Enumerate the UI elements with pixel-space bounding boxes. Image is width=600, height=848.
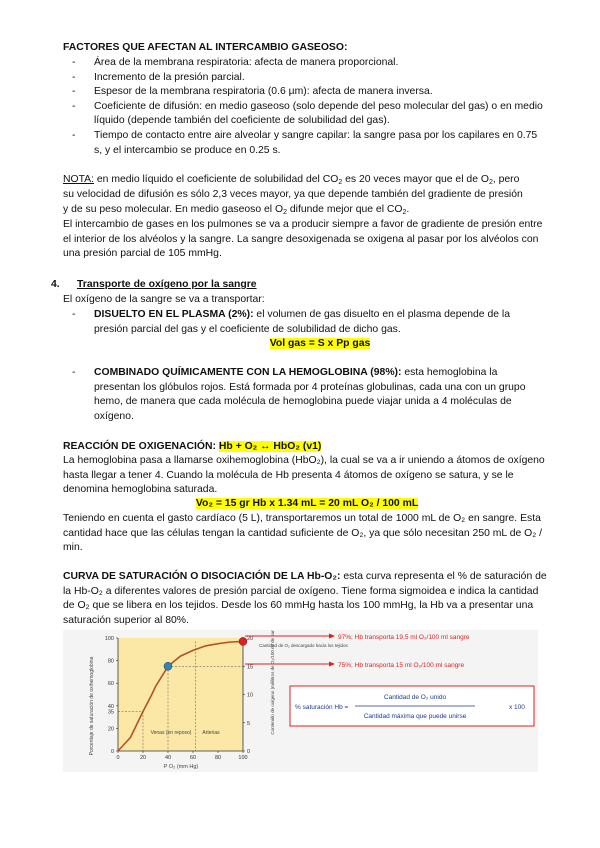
reaccion-paragraph-2: Teniendo en cuenta el gasto cardíaco (5 L), transportaremos un total de 1000 mL de O₂ en sangre. Esta cantidad hace que las células tengan la cantidad suficiente de O₂, ya que sólo necesitan 250 mL de O₂ / min. bbox=[63, 513, 543, 554]
y-right-tick-label: 15 bbox=[247, 664, 254, 671]
callout-75: 75%; Hb transporta 15 ml O₂/100 ml sangre bbox=[338, 662, 465, 669]
transporte-list-1 bbox=[94, 308, 546, 337]
curva-paragraph bbox=[63, 570, 551, 628]
list-item bbox=[94, 308, 546, 337]
y-extra-label-35: 35 bbox=[107, 709, 114, 716]
formula-vol-gas bbox=[94, 337, 546, 352]
region-label-arterias: Arterias bbox=[202, 730, 220, 736]
y-right-tick-label: 10 bbox=[247, 692, 254, 699]
list-item: - Espesor de la membrana respiratoria (0.6 µm): afecta de manera inversa. bbox=[94, 85, 544, 100]
section-title-curva: CURVA DE SATURACIÓN O DISOCIACIÓN DE LA Hb-O₂: bbox=[63, 571, 341, 582]
nota-text: . bbox=[406, 204, 410, 215]
x-tick-label: 0 bbox=[116, 755, 120, 761]
data-point bbox=[164, 662, 172, 670]
x-tick-label: 20 bbox=[139, 755, 147, 761]
section-number: 4. bbox=[51, 279, 60, 290]
item-text: el volumen de gas disuelto en el plasma depende de la presión parcial del gas y el coeficiente de solubilidad de dicho gas. bbox=[94, 309, 511, 335]
formula-denominator: Cantidad máxima que puede unirse bbox=[363, 713, 467, 720]
subscript: 2 bbox=[283, 209, 287, 216]
subscript: 2 bbox=[338, 179, 343, 186]
x-axis-label: P O₂ (mm Hg) bbox=[163, 764, 199, 770]
formula-lhs: % saturación Hb = bbox=[295, 704, 349, 711]
item-heading: DISUELTO EN EL PLASMA (2%): bbox=[94, 309, 254, 320]
formula-numerator: Cantidad de O₂ unido bbox=[383, 694, 447, 701]
saturation-chart-svg bbox=[63, 630, 538, 772]
factores-list bbox=[94, 56, 544, 158]
x-tick-label: 60 bbox=[189, 755, 197, 761]
list-item: - Incremento de la presión parcial. bbox=[94, 71, 544, 86]
formula-multiplier: x 100 bbox=[509, 704, 525, 711]
nota-line-3 bbox=[63, 203, 409, 218]
list-item bbox=[94, 366, 546, 424]
callout-97: 97%; Hb transporta 19,5 ml O₂/100 ml sangre bbox=[338, 634, 470, 641]
curva-text: esta curva representa el % de saturación de la Hb-O₂ a diferentes valores de presión parcial de oxígeno. Tiene forma sigmoidea e indica la cantidad de O₂ que se libera en los tejidos. Desde los 60 mmHg hasta los 100 mmHg, la Hb va a presentar una saturación superior al 80%. bbox=[63, 571, 547, 626]
nota-text: es 20 veces mayor que el de O bbox=[342, 174, 489, 185]
y-right-tick-label: 0 bbox=[247, 749, 251, 755]
list-item: - Área de la membrana respiratoria: afecta de manera proporcional. bbox=[94, 56, 544, 71]
nota-text: difunde mejor que el CO bbox=[286, 204, 403, 215]
nota-text: , pero bbox=[492, 174, 520, 185]
item-heading: COMBINADO QUÍMICAMENTE CON LA HEMOGLOBINA (98%): bbox=[94, 367, 402, 378]
list-item: - Tiempo de contacto entre aire alveolar y sangre capilar: la sangre pasa por los capilares en 0.75 s, y el intercambio se produce en 0.25 s. bbox=[94, 129, 544, 158]
nota-label: NOTA: bbox=[63, 174, 94, 185]
subscript: 2 bbox=[488, 179, 493, 186]
formula-vo2 bbox=[63, 497, 551, 512]
nota-paragraph: El intercambio de gases en los pulmones se va a producir siempre a favor de gradiente de presión entre el interior de los alvéolos y la sangre. La sangre desoxigenada se oxigena al pasar por los alvéolos con una presión parcial de 105 mmHg. bbox=[63, 219, 543, 260]
region-label-venas: Venas (en reposo) bbox=[150, 730, 192, 736]
x-tick-label: 80 bbox=[214, 755, 222, 761]
y-tick-label: 0 bbox=[110, 749, 114, 755]
saturation-chart bbox=[63, 630, 538, 772]
item-text: esta hemoglobina la presentan los glóbulos rojos. Está formada por 4 proteínas globulinas, cada una con un grupo hemo, de manera que cada molécula de hemoglobina puede viajar unida a 4 moléculas de oxígeno. bbox=[94, 367, 526, 422]
formula-text: Vol gas = S x Pp gas bbox=[269, 338, 371, 349]
reaccion-formula: Hb + O₂ ↔ HbO₂ (v1) bbox=[218, 441, 322, 452]
nota-line-1 bbox=[63, 173, 519, 188]
y-tick-label: 80 bbox=[107, 658, 114, 665]
y-tick-label: 100 bbox=[104, 636, 114, 642]
transporte-intro: El oxígeno de la sangre se va a transportar: bbox=[63, 294, 265, 305]
transporte-list-2 bbox=[94, 366, 546, 424]
section-title-transporte: Transporte de oxígeno por la sangre bbox=[77, 279, 257, 290]
y-axis-right-label: Contenido de oxígeno (mililitros de O₂/100 ml de sangre) bbox=[270, 630, 275, 735]
x-tick-label: 40 bbox=[164, 755, 172, 761]
y-right-tick-label: 20 bbox=[247, 636, 254, 642]
y-tick-label: 40 bbox=[107, 703, 114, 710]
y-tick-label: 20 bbox=[107, 726, 114, 733]
section-title-reaccion: REACCIÓN DE OXIGENACIÓN: bbox=[63, 441, 216, 452]
nota-line-2: su velocidad de difusión es sólo 2,3 veces mayor, ya que depende también del gradiente de presión bbox=[63, 189, 523, 200]
reaccion-paragraph: La hemoglobina pasa a llamarse oxihemoglobina (HbO₂), la cual se va a ir uniendo a átomos de oxígeno hasta llegar a tener 4. Cuando la molécula de Hb presenta 4 átomos de oxígeno se satura, y se le denomina hemoglobina saturada. bbox=[63, 455, 545, 496]
nota-text: en medio líquido el coeficiente de solubilidad del CO bbox=[93, 174, 339, 185]
y-axis-label: Porcentaje de saturación de oxihemoglobina bbox=[89, 656, 95, 756]
section-title-factores: FACTORES QUE AFECTAN AL INTERCAMBIO GASEOSO: bbox=[63, 42, 348, 53]
y-tick-label: 60 bbox=[107, 681, 114, 688]
nota-text: y de su peso molecular. En medio gaseoso el O bbox=[63, 204, 284, 215]
formula-text: Vo₂ = 15 gr Hb x 1.34 mL = 20 mL O₂ / 100 mL bbox=[195, 498, 419, 509]
data-point bbox=[239, 637, 247, 645]
x-tick-label: 100 bbox=[238, 755, 248, 761]
annotation-descarga: Cantidad de O₂ descargado hacia los tejidos bbox=[259, 643, 348, 648]
subscript: 2 bbox=[402, 209, 407, 216]
list-item: - Coeficiente de difusión: en medio gaseoso (solo depende del peso molecular del gas) o en medio líquido (depende también del coeficiente de solubilidad del gas). bbox=[94, 100, 544, 129]
y-right-tick-label: 5 bbox=[247, 720, 251, 727]
reaccion-heading bbox=[63, 440, 321, 455]
